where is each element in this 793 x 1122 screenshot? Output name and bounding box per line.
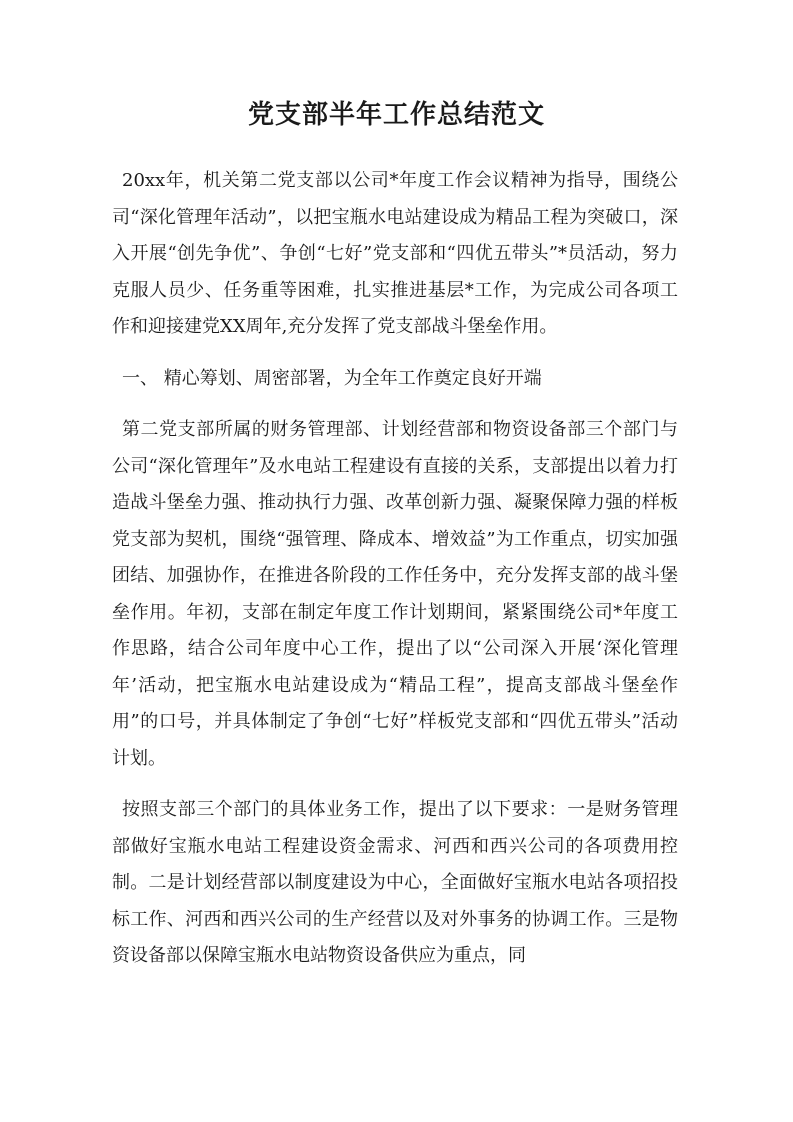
paragraph-section-1: 第二党支部所属的财务管理部、计划经营部和物资设备部三个部门与公司“深化管理年”及水电站工程建设有直接的关系，支部提出以着力打造战斗堡垒力强、推动执行力强、改革创新力强、凝聚保障力强的样板党支部为契机，围绕“强管理、降成本、增效益”为工作重点，切实加强团结、加强协作，在推进各阶段的工作任务中，充分发挥支部的战斗堡垒作用。年初，支部在制定年度工作计划期间，紧紧围绕公司*年度工作思路，结合公司年度中心工作，提出了以“公司深入开展‘深化管理年’活动，把宝瓶水电站建设成为“精品工程”，提高支部战斗堡垒作用”的口号，并具体制定了争创“七好”样板党支部和“四优五带头”活动计划。 [112, 419, 678, 769]
paragraph-requirements: 按照支部三个部门的具体业务工作，提出了以下要求：一是财务管理部做好宝瓶水电站工程建设资金需求、河西和西兴公司的各项费用控制。二是计划经营部以制度建设为中心，全面做好宝瓶水电站各项招投标工作、河西和西兴公司的生产经营以及对外事务的协调工作。三是物资设备部以保障宝瓶水电站物资设备供应为重点，同 [112, 799, 678, 966]
paragraph-intro: 20xx年，机关第二党支部以公司*年度工作会议精神为指导，围绕公司“深化管理年活动”，以把宝瓶水电站建设成为精品工程为突破口，深入开展“创先争优”、争创“七好”党支部和“四优五带头”*员活动，努力克服人员少、任务重等困难，扎实推进基层*工作，为完成公司各项工作和迎接建党XX周年,充分发挥了党支部战斗堡垒作用。 [112, 170, 678, 337]
paragraph-gap [112, 777, 678, 792]
paragraph-gap [112, 346, 678, 361]
section-heading-1: 一、 精心筹划、周密部署，为全年工作奠定良好开端 [122, 367, 542, 389]
document-body [112, 163, 678, 975]
paragraph-gap [112, 397, 678, 412]
document-title: 党支部半年工作总结范文 [247, 100, 545, 130]
